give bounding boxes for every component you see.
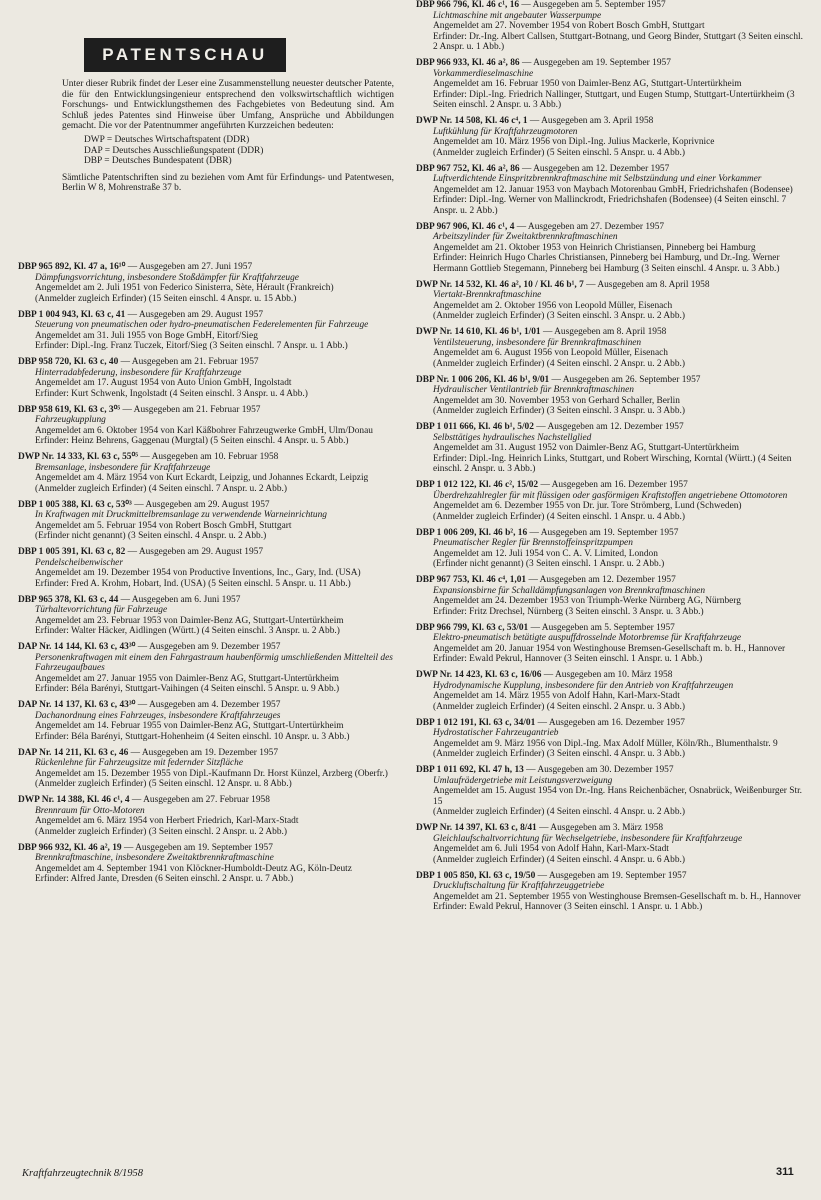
issue-date: — Ausgegeben am 4. Dezember 1957 [135,700,281,710]
patent-number: DBP 966 796, Kl. 46 c¹, 16 [416,0,520,10]
patent-entry [416,0,804,53]
patent-title: Druckluftschaltung für Kraftfahrzeuggetriebe [433,881,605,891]
patent-details [18,568,406,589]
issue-date: — Ausgegeben am 29. August 1957 [125,547,264,557]
patent-detail-line: (Anmelder zugleich Erfinder) (3 Seiten einschl. 2 Anspr. u. 2 Abb.) [35,826,288,837]
patent-header [416,823,804,834]
patent-entry [416,222,804,275]
patent-number: DBP 958 619, Kl. 63 c, 3⁰⁵ [18,404,121,415]
patent-details [18,473,406,494]
patent-title: Rückenlehne für Fahrzeugsitze mit federnder Sitzfläche [35,758,244,768]
patent-entry [18,642,406,695]
patent-header [416,528,804,539]
patent-number: DWP Nr. 14 532, Kl. 46 a², 10 / Kl. 46 b¹, 7 [416,279,584,290]
patent-detail-line: (Anmelder zugleich Erfinder) (3 Seiten einschl. 3 Anspr. u. 3 Abb.) [433,406,686,416]
issue-date: — Ausgegeben am 8. April 1958 [583,279,710,290]
patent-header [18,405,406,416]
patent-entry [18,452,406,494]
patent-number: DWP Nr. 14 508, Kl. 46 c⁴, 1 [416,116,528,126]
patent-detail-line: Angemeldet am 14. Februar 1955 von Daimler-Benz AG, Stuttgart-Untertürkheim [35,721,344,731]
patent-details [18,378,406,399]
patent-number: DBP 966 933, Kl. 46 a², 86 [416,58,520,68]
patent-detail-line: Erfinder: Ewald Pekrul, Hannover (3 Seiten einschl. 1 Anspr. u. 1 Abb.) [433,654,703,664]
issue-date: — Ausgegeben am 16. Dezember 1957 [535,717,685,728]
patent-detail-line: Angemeldet am 17. August 1954 von Auto Union GmbH, Ingolstadt [35,378,292,388]
patent-detail-line: (Anmelder zugleich Erfinder) (3 Seiten einschl. 3 Anspr. u. 2 Abb.) [433,311,686,321]
patent-details [416,137,804,158]
patent-header [416,164,804,175]
patent-detail-line: (Anmelder zugleich Erfinder) (4 Seiten einschl. 2 Anspr. u. 3 Abb.) [433,701,686,712]
issue-date: — Ausgegeben am 12. Dezember 1957 [533,422,684,432]
patent-detail-line: Angemeldet am 12. Juli 1954 von C. A. V. Limited, London [433,548,658,559]
patent-entry [18,795,406,837]
patent-header [416,480,804,491]
patent-number: DBP 1 005 850, Kl. 63 c, 19/50 [416,870,536,881]
patent-detail-line: (Anmelder zugleich Erfinder) (15 Seiten einschl. 4 Anspr. u. 15 Abb.) [35,293,297,304]
patent-entry [416,116,804,158]
patent-header [416,327,804,338]
patent-detail-line: Angemeldet am 31. August 1952 von Daimler-Benz AG, Stuttgart-Untertürkheim [433,443,740,453]
patent-header [18,843,406,854]
patent-detail-line: Angemeldet am 27. Januar 1955 von Daimler-Benz AG, Stuttgart-Untertürkheim [35,673,339,684]
patent-title: Ventilsteuerung, insbesondere für Brennkraftmaschinen [433,337,642,348]
patent-detail-line: (Anmelder zugleich Erfinder) (4 Seiten einschl. 7 Anspr. u. 2 Abb.) [35,483,288,494]
source-note: Sämtliche Patentschriften sind zu beziehen vom Amt für Erfindungs- und Patentwesen, Berlin W 8, Mohrenstraße 37 b. [62,172,394,194]
patent-header [416,422,804,433]
patent-title: Dachanordnung eines Fahrzeuges, insbesondere Kraftfahrzeuges [35,710,281,721]
patent-details [18,331,406,352]
issue-date: — Ausgegeben am 5. September 1957 [528,622,675,633]
patent-number: DBP 1 012 191, Kl. 63 c, 34/01 [416,717,536,728]
patent-entry [18,595,406,637]
patent-number: DBP 1 005 388, Kl. 63 c, 53⁰³ [18,499,132,510]
patent-number: DBP 1 006 209, Kl. 46 b², 16 [416,527,528,538]
patent-detail-line: Angemeldet am 21. September 1955 von Westinghouse Bremsen-Gesellschaft m. b. H., Hannover [433,891,801,902]
abbreviation-dwp: DWP = Deutsches Wirtschaftspatent (DDR) [84,134,250,145]
patent-detail-line: Angemeldet am 6. Oktober 1954 von Karl Käßbohrer Fahrzeugwerke GmbH, Ulm/Donau [35,425,373,436]
patent-header [416,718,804,729]
patent-details [18,426,406,447]
patent-title: Umlaufrädergetriebe mit Leistungsverzweigung [433,775,613,786]
page-number: 311 [776,1166,794,1178]
patent-detail-line: Erfinder: Walter Häcker, Aidlingen (Württ.) (4 Seiten einschl. 3 Anspr. u. 2 Abb.) [35,626,340,636]
patent-title: Luftverdichtende Einspritzbrennkraftmaschine mit Selbstzündung und einer Vorkammer [433,174,762,184]
patent-detail-line: Angemeldet am 2. Juli 1951 von Federico Sinisterra, Sète, Hérault (Frankreich) [35,283,334,293]
issue-date: — Ausgegeben am 27. Dezember 1957 [514,221,665,232]
patent-detail-line: Erfinder: Fred A. Krohm, Hobart, Ind. (USA) (5 Seiten einschl. 5 Anspr. u. 11 Abb.) [35,578,351,589]
patent-detail-line: (Anmelder zugleich Erfinder) (4 Seiten einschl. 4 Anspr. u. 2 Abb.) [433,807,686,817]
patent-detail-line: Angemeldet am 31. Juli 1955 von Boge GmbH, Eitorf/Sieg [35,330,258,341]
patent-header [18,310,406,321]
issue-date: — Ausgegeben am 21. Februar 1957 [120,404,261,415]
patent-header [416,116,804,127]
patent-detail-line: Angemeldet am 6. August 1956 von Leopold Müller, Eisenach [433,348,668,358]
issue-date: — Ausgegeben am 5. September 1957 [519,0,666,10]
patent-entry [18,310,406,352]
patent-details [416,549,804,570]
patent-detail-line: Erfinder: Heinz Behrens, Gaggenau (Murgtal) (5 Seiten einschl. 4 Anspr. u. 5 Abb.) [35,436,349,446]
patent-detail-line: Angemeldet am 20. Januar 1954 von Westinghouse Bremsen-Gesellschaft m. b. H., Hannover [433,643,786,654]
patent-header [416,0,804,11]
patent-detail-line: (Anmelder zugleich Erfinder) (4 Seiten einschl. 4 Anspr. u. 6 Abb.) [433,854,686,865]
abbreviation-list [84,135,394,167]
patent-entry [416,375,804,417]
issue-date: — Ausgegeben am 27. Juni 1957 [125,262,253,272]
patent-entry [416,327,804,369]
patent-detail-line: Erfinder: Ewald Pekrul, Hannover (3 Seiten einschl. 1 Anspr. u. 1 Abb.) [433,902,703,912]
patent-details [18,283,406,304]
patent-entry [18,405,406,447]
patent-detail-line: Erfinder: Dr.-Ing. Albert Callsen, Stuttgart-Botnang, und Georg Binder, Stuttgart (3 Seiten einschl. 2 Anspr. u. 1 Abb.) [433,31,803,52]
patent-detail-line: (Anmelder zugleich Erfinder) (3 Seiten einschl. 4 Anspr. u. 3 Abb.) [433,749,686,759]
patent-details [18,769,406,790]
patent-entry [416,718,804,760]
patent-entry [416,765,804,818]
patent-detail-line: Erfinder: Béla Barényi, Stuttgart-Hohenheim (4 Seiten einschl. 10 Anspr. u. 3 Abb.) [35,731,350,742]
patent-detail-line: Angemeldet am 10. März 1956 von Dipl.-Ing. Julius Mackerle, Koprivnice [433,137,715,147]
issue-date: — Ausgegeben am 29. August 1957 [125,309,264,320]
patent-entry [18,500,406,542]
patent-entry [416,480,804,522]
patent-header [18,500,406,511]
patent-number: DBP 958 720, Kl. 63 c, 40 [18,357,119,367]
issue-date: — Ausgegeben am 19. September 1957 [121,842,273,853]
patent-detail-line: Erfinder: Dipl.-Ing. Heinrich Links, Stuttgart, und Robert Wirsching, Korntal (Württ.) (4 Seiten einschl. 2 Anspr. u. 3 Abb.) [433,453,792,474]
patent-entry [416,823,804,865]
patent-detail-line: Angemeldet am 2. Oktober 1956 von Leopold Müller, Eisenach [433,300,673,311]
patent-detail-line: Angemeldet am 4. September 1941 von Klöckner-Humboldt-Deutz AG, Köln-Deutz [35,863,352,874]
patent-detail-line: Angemeldet am 30. November 1953 von Gerhard Schaller, Berlin [433,395,680,406]
patent-header [416,575,804,586]
issue-date: — Ausgegeben am 3. April 1958 [527,116,654,126]
patent-detail-line: Erfinder: Alfred Jante, Dresden (6 Seiten einschl. 2 Anspr. u. 7 Abb.) [35,874,294,884]
patent-number: DWP Nr. 14 388, Kl. 46 c¹, 4 [18,795,130,805]
issue-date: — Ausgegeben am 10. Februar 1958 [138,452,279,462]
patent-detail-line: Angemeldet am 15. August 1954 von Dr.-Ing. Hans Reichenbächer, Osnabrück, Weißenburger Str. 15 [433,786,803,807]
issue-date: — Ausgegeben am 19. September 1957 [535,870,687,881]
patent-number: DBP 1 004 943, Kl. 63 c, 41 [18,309,126,320]
patent-header [18,795,406,806]
patent-number: DAP Nr. 14 137, Kl. 63 c, 43³⁰ [18,700,136,710]
patent-detail-line: Angemeldet am 19. Dezember 1954 von Productive Inventions, Inc., Gary, Ind. (USA) [35,568,361,578]
patent-title: Brennkraftmaschine, insbesondere Zweitaktbrennkraftmaschine [35,853,274,863]
issue-date: — Ausgegeben am 9. Dezember 1957 [135,642,281,652]
issue-date: — Ausgegeben am 12. Dezember 1957 [526,575,676,585]
patent-detail-line: (Anmelder zugleich Erfinder) (5 Seiten einschl. 12 Anspr. u. 8 Abb.) [35,779,292,789]
patent-number: DBP 1 011 666, Kl. 46 b¹, 5/02 [416,422,534,432]
patent-header [18,642,406,653]
patent-header [416,375,804,386]
patent-detail-line: Angemeldet am 21. Oktober 1953 von Heinrich Christiansen, Pinneberg bei Hamburg [433,242,756,253]
patent-number: DBP 966 932, Kl. 46 a², 19 [18,842,122,853]
patent-header [18,700,406,711]
patent-detail-line: (Erfinder nicht genannt) (3 Seiten einschl. 4 Anspr. u. 2 Abb.) [35,531,267,541]
patent-details [18,521,406,542]
issue-date: — Ausgegeben am 27. Februar 1958 [129,795,270,805]
patent-entry [416,58,804,111]
patent-header [18,262,406,273]
intro-text: Unter dieser Rubrik findet der Leser eine Zusammenstellung neuester deutscher Patente, die für den Entwicklungsingenieur entsprechend den volkswirtschaftlich wichtigen Forschungs- und Entwicklungsthemen des Fachgebietes von Bedeutung sind. Am Schluß jedes Patentes sind Hinweise über Umfang, Ansprüche und Abbildungen gemacht. Die vor der Patentnummer angeführten Kurzzeichen bedeuten: [62,79,394,132]
patent-detail-line: Erfinder: Béla Barényi, Stuttgart-Vaihingen (4 Seiten einschl. 5 Anspr. u. 9 Abb.) [35,684,340,694]
patent-header [416,871,804,882]
patent-entry [416,280,804,322]
patent-entry [416,528,804,570]
patent-detail-line: Erfinder: Kurt Schwenk, Ingolstadt (4 Seiten einschl. 3 Anspr. u. 4 Abb.) [35,388,308,399]
patent-header [416,280,804,291]
patent-details [416,396,804,417]
patent-title: Vorkammerdieselmaschine [433,68,534,79]
patent-number: DBP 965 378, Kl. 63 c, 44 [18,594,119,605]
patent-title: Elektro-pneumatisch betätigte auspuffdrosselnde Motorbremse für Kraftfahrzeuge [433,633,742,643]
patent-header [18,595,406,606]
patent-details [416,691,804,712]
section-banner: PATENTSCHAU [84,38,286,72]
patent-title: Überdrehzahlregler für mit flüssigen oder gasförmigen Kraftstoffen angetriebene Ottomotoren [433,490,788,501]
patent-details [416,348,804,369]
patent-details [416,596,804,617]
patent-header [18,748,406,759]
abbreviation-dbp: DBP = Deutsches Bundespatent (DBR) [84,156,232,167]
patent-number: DBP 967 906, Kl. 46 c¹, 4 [416,221,515,232]
patent-number: DBP 1 011 692, Kl. 47 h, 13 [416,765,524,775]
patent-header [416,765,804,776]
patent-detail-line: Angemeldet am 27. November 1954 von Robert Bosch GmbH, Stuttgart [433,21,705,31]
patent-entry [416,422,804,475]
patent-detail-line: Angemeldet am 5. Februar 1954 von Robert Bosch GmbH, Stuttgart [35,520,292,531]
patent-title: In Kraftwagen mit Druckmittelbremsanlage zu verwendende Warneinrichtung [35,510,327,520]
patent-title: Dämpfungsvorrichtung, insbesondere Stoßdämpfer für Kraftfahrzeuge [35,272,299,283]
patent-entry [18,262,406,304]
patent-detail-line: Angemeldet am 14. März 1955 von Adolf Hahn, Karl-Marx-Stadt [433,691,680,701]
patent-details [416,243,804,275]
patent-details [416,739,804,760]
patent-header [18,357,406,368]
patent-details [416,443,804,475]
patent-header [416,58,804,69]
patent-number: DWP Nr. 14 423, Kl. 63 c, 16/06 [416,670,542,680]
patent-number: DWP Nr. 14 610, Kl. 46 b¹, 1/01 [416,327,541,337]
patent-detail-line: Angemeldet am 6. Dezember 1955 von Dr. jur. Tore Strömberg, Lund (Schweden) [433,501,742,511]
issue-date: — Ausgegeben am 16. Dezember 1957 [538,480,688,490]
patent-detail-line: Angemeldet am 6. März 1954 von Herbert Friedrich, Karl-Marx-Stadt [35,816,299,826]
patent-number: DBP 967 753, Kl. 46 c⁴, 1,01 [416,575,527,585]
patent-entry [416,575,804,617]
patent-title: Bremsanlage, insbesondere für Kraftfahrzeuge [35,462,211,473]
abbreviation-dap: DAP = Deutsches Ausschließungspatent (DDR) [84,145,264,156]
patent-detail-line: (Anmelder zugleich Erfinder) (4 Seiten einschl. 2 Anspr. u. 2 Abb.) [433,358,686,369]
patent-details [416,79,804,111]
patent-title: Hydraulischer Ventilantrieb für Brennkraftmaschinen [433,385,634,395]
issue-date: — Ausgegeben am 3. März 1958 [536,823,664,833]
issue-date: — Ausgegeben am 19. September 1957 [527,527,679,538]
issue-date: — Ausgegeben am 21. Februar 1957 [118,357,259,367]
right-entry-list [416,0,804,918]
patent-detail-line: Angemeldet am 9. März 1956 von Dipl.-Ing. Max Adolf Müller, Köln/Rh., Blumenthalstr. 9 [433,738,778,749]
issue-date: — Ausgegeben am 12. Dezember 1957 [519,163,670,174]
patent-details [416,185,804,217]
patent-entry [18,748,406,790]
patent-detail-line: (Erfinder nicht genannt) (3 Seiten einschl. 1 Anspr. u. 2 Abb.) [433,559,665,569]
patent-title: Pendelscheibenwischer [35,557,123,568]
patent-number: DBP 966 799, Kl. 63 c, 53/01 [416,622,529,633]
issue-date: — Ausgegeben am 30. Dezember 1957 [523,765,674,775]
patent-entry [416,164,804,217]
patent-entry [416,623,804,665]
patent-detail-line: Angemeldet am 4. März 1954 von Kurt Eckardt, Leipzig, und Johannes Eckardt, Leipzig [35,473,369,483]
patent-title: Arbeitszylinder für Zweitaktbrennkraftmaschinen [433,232,618,242]
patent-details [18,721,406,742]
patent-title: Hydrodynamische Kupplung, insbesondere für den Antrieb von Kraftfahrzeugen [433,680,734,691]
issue-date: — Ausgegeben am 26. September 1957 [549,374,701,385]
patent-details [416,892,804,913]
patent-details [18,816,406,837]
patent-title: Viertakt-Brennkraftmaschine [433,290,542,300]
patent-detail-line: Erfinder: Fritz Drechsel, Nürnberg (3 Seiten einschl. 3 Anspr. u. 3 Abb.) [433,606,704,617]
patent-number: DAP Nr. 14 211, Kl. 63 c, 46 [18,747,129,758]
patent-detail-line: Erfinder: Dipl.-Ing. Franz Tuczek, Eitorf/Sieg (3 Seiten einschl. 7 Anspr. u. 1 Abb.) [35,341,348,351]
patent-number: DBP 965 892, Kl. 47 a, 16¹⁰ [18,262,126,272]
patent-details [416,21,804,53]
patent-title: Fahrzeugkupplung [35,415,106,425]
patent-title: Hinterradabfederung, insbesondere für Kraftfahrzeuge [35,367,242,378]
patent-detail-line: Angemeldet am 12. Januar 1953 von Maybach Motorenbau GmbH, Friedrichshafen (Bodensee) [433,184,793,195]
journal-footer: Kraftfahrzeugtechnik 8/1958 [22,1168,144,1179]
patent-detail-line: Angemeldet am 6. Juli 1954 von Adolf Hahn, Karl-Marx-Stadt [433,844,669,854]
patent-detail-line: (Anmelder zugleich Erfinder) (4 Seiten einschl. 1 Anspr. u. 4 Abb.) [433,511,686,522]
patent-title: Brennraum für Otto-Motoren [35,805,145,816]
patent-number: DWP Nr. 14 333, Kl. 63 c, 55⁰⁵ [18,452,139,462]
patent-details [18,674,406,695]
patent-title: Selbsttätiges hydraulisches Nachstellglied [433,432,592,443]
patent-number: DBP 967 752, Kl. 46 a², 86 [416,163,520,174]
issue-date: — Ausgegeben am 6. Juni 1957 [118,594,241,605]
patent-number: DWP Nr. 14 397, Kl. 63 c, 8/41 [416,823,537,833]
patent-detail-line: Erfinder: Dipl.-Ing. Friedrich Nallinger, Stuttgart, und Eugen Stump, Stuttgart-Untertürkheim (3 Seiten einschl. 2 Anspr. u. 3 Abb.) [433,89,795,110]
patent-details [416,301,804,322]
patent-title: Gleichlaufschaltvorrichtung für Wechselgetriebe, insbesondere für Kraftfahrzeuge [433,833,743,844]
patent-entry [416,670,804,712]
patent-details [18,616,406,637]
patent-details [416,644,804,665]
patent-number: DBP 1 005 391, Kl. 63 c, 82 [18,547,126,557]
issue-date: — Ausgegeben am 10. März 1958 [541,670,673,680]
patent-detail-line: Erfinder: Dipl.-Ing. Werner von Mallinckrodt, Friedrichshafen (Bodensee) (4 Seiten einschl. 7 Anspr. u. 2 Abb.) [433,195,787,216]
issue-date: — Ausgegeben am 19. September 1957 [519,58,671,68]
patent-entry [416,871,804,913]
patent-entry [18,357,406,399]
patent-title: Personenkraftwagen mit einem den Fahrgastraum haubenförmig umschließenden Mittelteil des Fahrzeugaufbaues [35,652,393,673]
intro-block [62,79,394,197]
patent-title: Expansionsbirne für Schalldämpfungsanlagen von Brennkraftmaschinen [433,585,706,596]
patent-detail-line: Angemeldet am 23. Februar 1953 von Daimler-Benz AG, Stuttgart-Untertürkheim [35,615,344,626]
patent-title: Hydrostatischer Fahrzeugantrieb [433,728,559,738]
patent-detail-line: Erfinder: Heinrich Hugo Charles Christiansen, Pinneberg bei Hamburg, und Dr.-Ing. Werner Hermann Gottlieb Stegemann, Pinneberg bei Hamburg (3 Seiten einschl. 4 Anspr. u. 3 Abb.) [433,253,780,274]
patent-header [18,547,406,558]
left-entry-list [18,262,406,890]
patent-detail-line: Angemeldet am 16. Februar 1950 von Daimler-Benz AG, Stuttgart-Untertürkheim [433,79,742,89]
patent-detail-line: (Anmelder zugleich Erfinder) (5 Seiten einschl. 5 Anspr. u. 4 Abb.) [433,147,686,158]
patent-title: Lichtmaschine mit angebauter Wasserpumpe [433,10,602,21]
patent-detail-line: Angemeldet am 24. Dezember 1953 von Triumph-Werke Nürnberg AG, Nürnberg [433,596,741,606]
patent-number: DBP Nr. 1 006 206, Kl. 46 b¹, 9/01 [416,374,550,385]
issue-date: — Ausgegeben am 19. Dezember 1957 [128,747,279,758]
patent-details [18,864,406,885]
patent-header [416,222,804,233]
patent-title: Türhaltevorrichtung für Fahrzeuge [35,605,168,615]
patent-header [416,623,804,634]
patent-header [18,452,406,463]
patent-number: DBP 1 012 122, Kl. 46 c², 15/02 [416,480,539,490]
issue-date: — Ausgegeben am 29. August 1957 [131,499,270,510]
patent-details [416,844,804,865]
issue-date: — Ausgegeben am 8. April 1958 [540,327,667,337]
patent-entry [18,547,406,589]
patent-entry [18,700,406,742]
patent-entry [18,843,406,885]
patent-title: Steuerung von pneumatischen oder hydro-pneumatischen Federelementen für Fahrzeuge [35,320,369,330]
patent-title: Pneumatischer Regler für Brennstoffeinspritzpumpen [433,538,633,548]
patent-details [416,786,804,818]
patent-details [416,501,804,522]
patent-title: Luftkühlung für Kraftfahrzeugmotoren [433,126,578,137]
patent-detail-line: Angemeldet am 15. Dezember 1955 von Dipl.-Kaufmann Dr. Horst Künzel, Arzberg (Oberfr.) [35,768,388,779]
patent-number: DAP Nr. 14 144, Kl. 63 c, 43³⁰ [18,642,136,652]
patent-header [416,670,804,681]
